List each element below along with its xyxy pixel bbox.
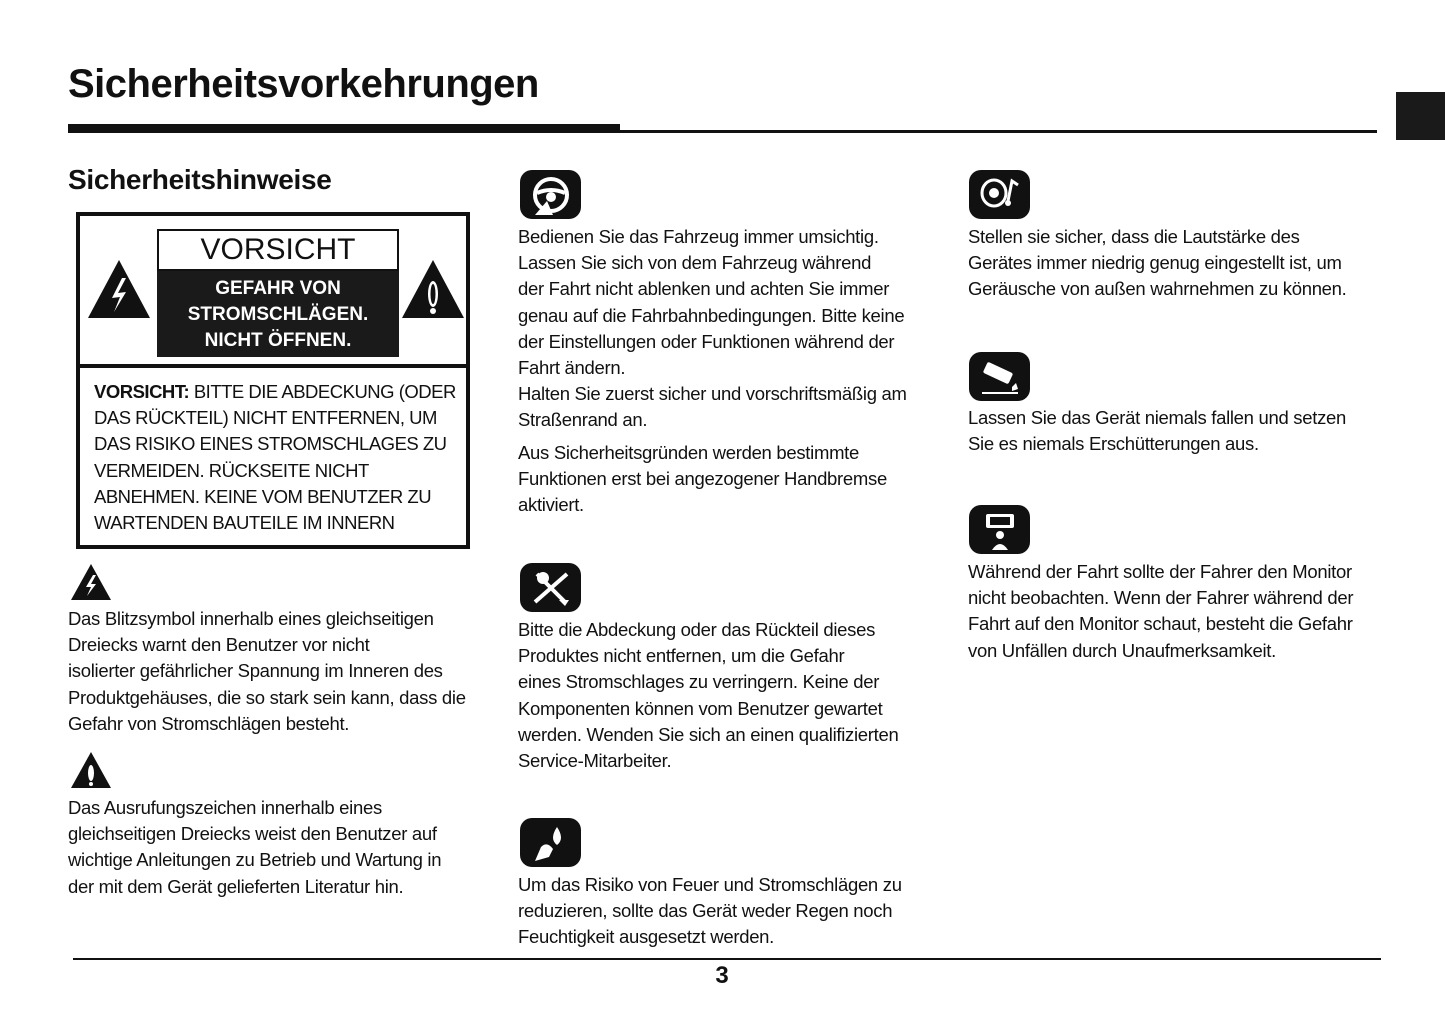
page-title: Sicherheitsvorkehrungen [68, 62, 539, 106]
warning-heading: VORSICHT [157, 229, 399, 271]
warning-box [76, 212, 470, 549]
volume-text: Stellen sie sicher, dass die Lautstärke des Gerätes immer niedrig genug eingestellt ist, um Geräusche von außen wahrnehmen zu können. [968, 226, 1347, 300]
handbrake-text: Aus Sicherheitsgründen werden bestimmte Funktionen erst bei angezogener Handbremse aktiviert. [518, 442, 887, 516]
exclamation-triangle-icon [400, 258, 466, 320]
driver-monitor-icon [969, 505, 1030, 554]
driving-caution-text: Bedienen Sie das Fahrzeug immer umsichtig. Lassen Sie sich von dem Fahrzeug während der Fahrt nicht ablenken und achten Sie immer genau auf die Fahrbahnbedingungen. Bitte keine der Einstellungen oder Funktionen während der Fahrt ändern. Halten Sie zuerst sicher und vorschriftsmäßig am Straßenrand an. [518, 226, 907, 431]
warning-body [94, 379, 464, 536]
page-number: 3 [715, 962, 729, 989]
moisture-text: Um das Risiko von Feuer und Stromschlägen zu reduzieren, sollte das Gerät weder Regen noch Feuchtigkeit ausgesetzt werden. [518, 874, 902, 948]
warning-box-top [80, 216, 466, 368]
lightning-symbol-text: Das Blitzsymbol innerhalb eines gleichseitigen Dreiecks warnt den Benutzer vor nicht isolierter gefährlicher Spannung im Inneren des Produktgehäuses, die so stark sein kann, dass die Gefahr von Stromschlägen besteht. [68, 608, 466, 734]
water-drop-hand-icon [520, 818, 581, 867]
warning-body-text: BITTE DIE ABDECKUNG (ODER DAS RÜCKTEIL) NICHT ENTFERNEN, UM DAS RISIKO EINES STROMSCHLAGES ZU VERMEIDEN. RÜCKSEITE NICHT ABNEHMEN. KEINE VOM BENUTZER ZU WARTENDEN BAUTEILE IM INNERN [94, 381, 456, 534]
chapter-tab [1396, 92, 1445, 140]
speaker-music-icon [969, 170, 1030, 219]
exclamation-triangle-icon [70, 751, 112, 789]
cover-removal-text: Bitte die Abdeckung oder das Rückteil dieses Produktes nicht entfernen, um die Gefahr eines Stromschlages zu verringern. Keine der Komponenten können vom Benutzer gewartet werden. Wenden Sie sich an einen qualifizierten Service-Mitarbeiter. [518, 619, 899, 772]
warning-black-label: GEFAHR VON STROMSCHLÄGEN. NICHT ÖFFNEN. [157, 271, 399, 357]
dropping-device-icon [969, 352, 1030, 401]
section-title: Sicherheitshinweise [68, 164, 332, 195]
lightning-triangle-icon [70, 563, 112, 601]
steering-wheel-icon [520, 170, 581, 219]
footer-rule [73, 958, 1381, 960]
lightning-triangle-icon [86, 258, 152, 320]
title-rule-thick [68, 124, 620, 133]
monitor-text: Während der Fahrt sollte der Fahrer den Monitor nicht beobachten. Wenn der Fahrer während der Fahrt auf den Monitor schaut, besteht die Gefahr von Unfällen durch Unaufmerksamkeit. [968, 561, 1354, 661]
drop-text: Lassen Sie das Gerät niemals fallen und setzen Sie es niemals Erschütterungen aus. [968, 407, 1347, 455]
title-rule-thin [620, 130, 1377, 133]
warning-body-label: VORSICHT: [94, 381, 190, 402]
exclamation-symbol-text: Das Ausrufungszeichen innerhalb eines gleichseitigen Dreiecks weist den Benutzer auf wichtige Anleitungen zu Betrieb und Wartung in der mit dem Gerät gelieferten Literatur hin. [68, 797, 442, 897]
no-disassembly-icon [520, 563, 581, 612]
